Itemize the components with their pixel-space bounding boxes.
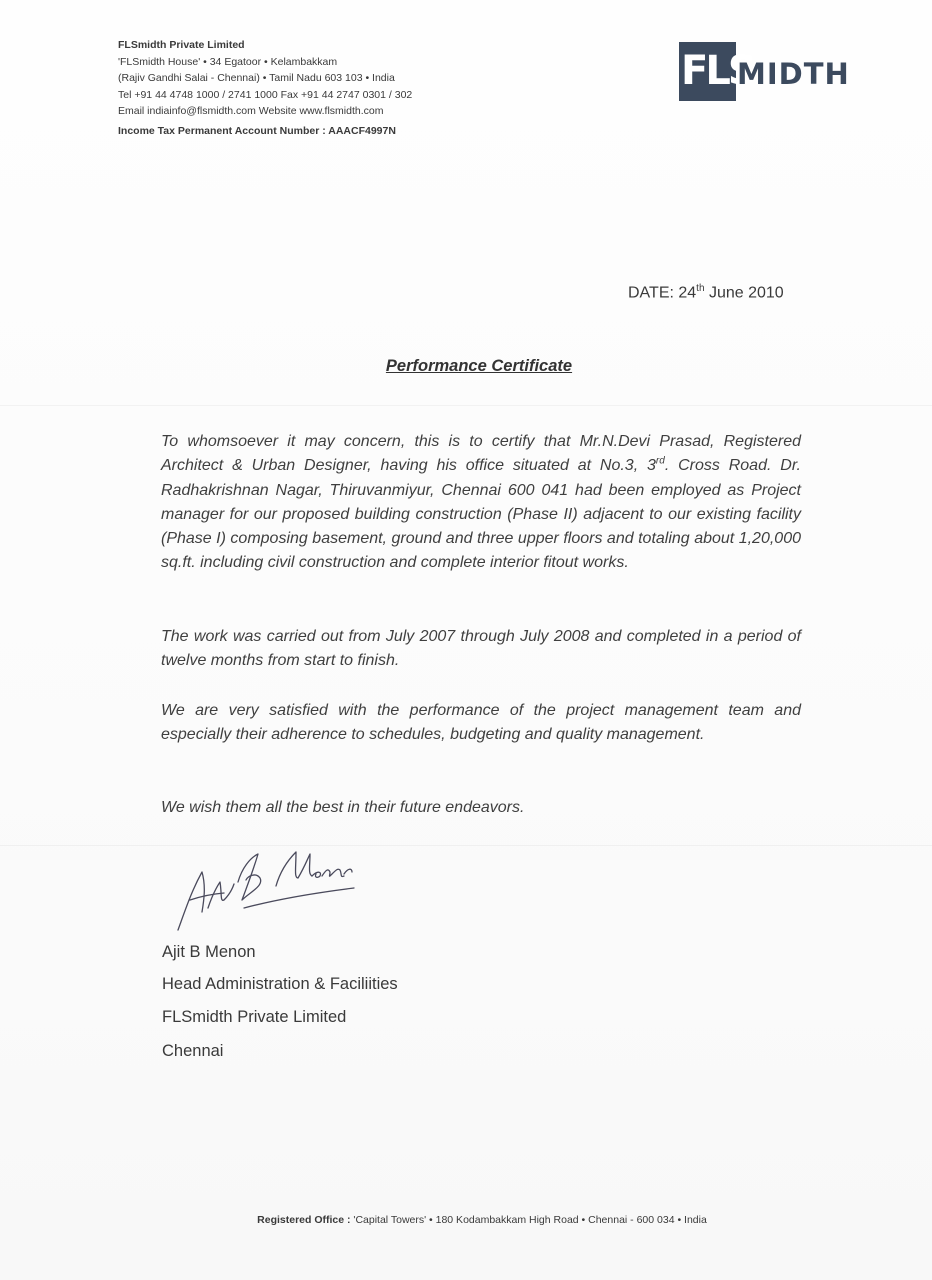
p1-sup: rd	[655, 455, 665, 467]
body-paragraph-4: We wish them all the best in their future endeavors.	[161, 799, 525, 816]
p1-part1: To whomsoever it may concern, this is to certify that Mr.N.Devi Prasad, Registered Architect & Urban Designer, having his office situated at No.3, 3	[161, 433, 801, 475]
body-paragraph-1	[161, 430, 801, 576]
body-paragraph-3: We are very satisfied with the performance of the project management team and especially their adherence to schedules, budgeting and quality management.	[161, 702, 801, 744]
signatory-company: FLSmidth Private Limited	[162, 1008, 347, 1026]
date-suffix: th	[696, 283, 705, 294]
footer-address: 'Capital Towers' • 180 Kodambakkam High Road • Chennai - 600 034 • India	[350, 1214, 707, 1226]
letterhead-contact: Tel +91 44 4748 1000 / 2741 1000 Fax +91 44 2747 0301 / 302	[118, 88, 413, 101]
letterhead	[118, 37, 412, 140]
registered-office-footer	[0, 1214, 932, 1226]
logo-box	[679, 42, 754, 101]
date-rest: June 2010	[704, 284, 784, 302]
paper-fold	[0, 405, 932, 406]
signatory-position: Head Administration & Faciliities	[162, 975, 398, 993]
logo-box-text: FLS	[681, 48, 754, 94]
letterhead-web: Email indiainfo@flsmidth.com Website www.flsmidth.com	[118, 105, 384, 118]
date-prefix: DATE: 24	[628, 284, 697, 302]
handwritten-signature	[172, 838, 362, 938]
letterhead-address-line1: 'FLSmidth House' • 34 Egatoor • Kelambakkam	[118, 55, 338, 68]
body-paragraph-2: The work was carried out from July 2007 through July 2008 and completed in a period of twelve months from start to finish.	[161, 628, 801, 670]
letterhead-address-line2: (Rajiv Gandhi Salai - Chennai) • Tamil Nadu 603 103 • India	[118, 72, 395, 85]
signatory-name: Ajit B Menon	[162, 943, 256, 961]
company-logo	[679, 42, 899, 102]
letterhead-company: FLSmidth Private Limited	[118, 39, 245, 51]
p1-part2: . Cross Road. Dr. Radhakrishnan Nagar, Thiruvanmiyur, Chennai 600 041 had been employed as Project manager for our proposed building construction (Phase II) adjacent to our existing facility (Phase I) composing basement, ground and three upper floors and totaling about 1,20,000 sq.ft. including civil construction and complete interior fitout works.	[161, 457, 802, 572]
certificate-title: Performance Certificate	[385, 357, 573, 375]
footer-label: Registered Office :	[257, 1214, 351, 1226]
letter-date	[628, 283, 784, 302]
signatory-city: Chennai	[162, 1042, 224, 1060]
paper-fold	[0, 845, 932, 846]
letterhead-pan: Income Tax Permanent Account Number : AAACF4997N	[118, 124, 396, 137]
logo-wordmark: MIDTH	[737, 57, 850, 91]
